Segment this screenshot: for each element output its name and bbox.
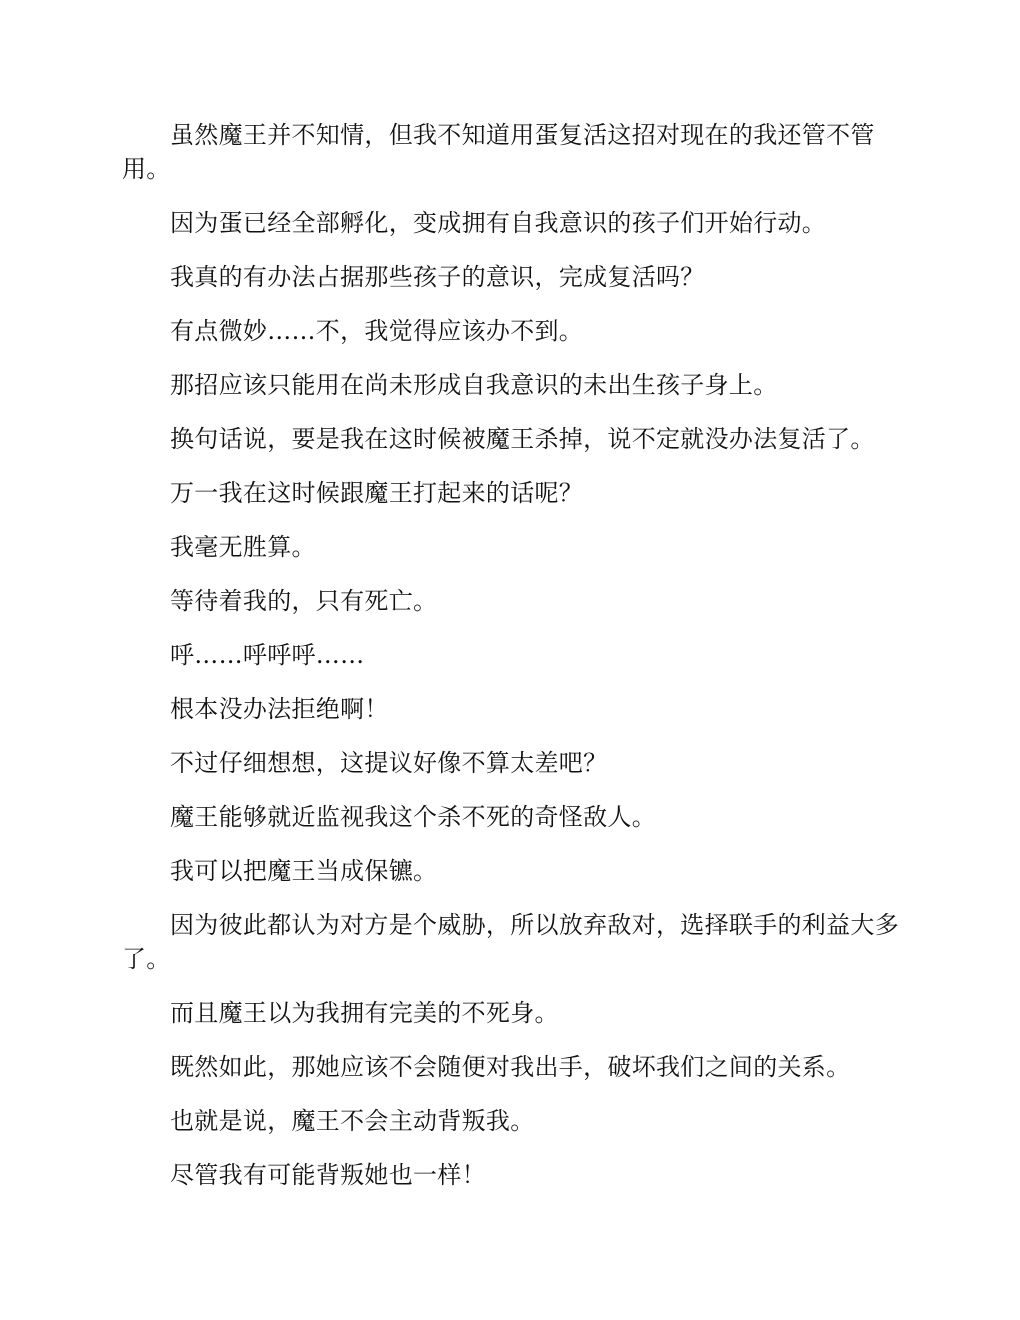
paragraph: 根本没办法拒绝啊！ bbox=[170, 695, 389, 723]
paragraph: 也就是说，魔王不会主动背叛我。 bbox=[170, 1107, 535, 1135]
paragraph: 尽管我有可能背叛她也一样！ bbox=[170, 1161, 486, 1189]
paragraph: 万一我在这时候跟魔王打起来的话呢？ bbox=[170, 479, 584, 507]
paragraph: 既然如此，那她应该不会随便对我出手，破坏我们之间的关系。 bbox=[170, 1053, 851, 1081]
paragraph: 我可以把魔王当成保镳。 bbox=[170, 857, 438, 885]
paragraph: 呼……呼呼呼…… bbox=[170, 641, 365, 669]
paragraph: 因为彼此都认为对方是个威胁，所以放弃敌对，选择联手的利益大多了。 bbox=[122, 911, 899, 973]
paragraph: 我毫无胜算。 bbox=[170, 533, 316, 561]
paragraph: 那招应该只能用在尚未形成自我意识的未出生孩子身上。 bbox=[170, 371, 778, 399]
paragraph: 等待着我的，只有死亡。 bbox=[170, 587, 438, 615]
paragraph: 魔王能够就近监视我这个杀不死的奇怪敌人。 bbox=[170, 803, 656, 831]
paragraph: 不过仔细想想，这提议好像不算太差吧？ bbox=[170, 749, 608, 777]
paragraph: 而且魔王以为我拥有完美的不死身。 bbox=[170, 999, 559, 1027]
paragraph: 换句话说，要是我在这时候被魔王杀掉，说不定就没办法复活了。 bbox=[170, 425, 875, 453]
paragraph: 因为蛋已经全部孵化，变成拥有自我意识的孩子们开始行动。 bbox=[170, 209, 827, 237]
paragraph: 虽然魔王并不知情，但我不知道用蛋复活这招对现在的我还管不管用。 bbox=[122, 121, 875, 183]
document-body bbox=[122, 118, 902, 1212]
paragraph: 有点微妙……不，我觉得应该办不到。 bbox=[170, 317, 584, 345]
paragraph: 我真的有办法占据那些孩子的意识，完成复活吗？ bbox=[170, 263, 705, 291]
